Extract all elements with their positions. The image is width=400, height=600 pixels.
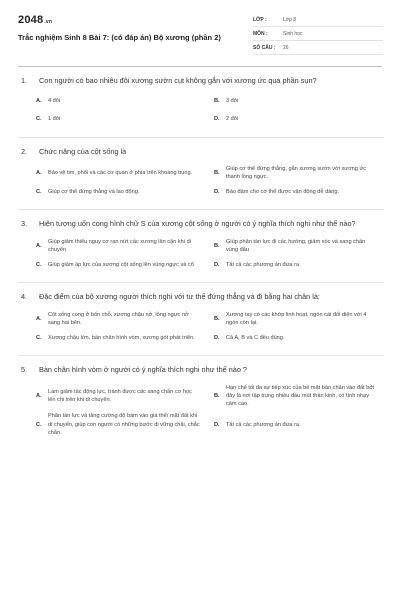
- question-number: 2.: [21, 146, 28, 156]
- answer-option[interactable]: [36, 410, 206, 439]
- question-text: Chức năng của cột sống là: [39, 146, 127, 156]
- options-grid: [36, 236, 384, 274]
- question-text: Con người có bao nhiêu đôi xương sườn cụt không gắn với xương ức qua phần sụn?: [39, 76, 317, 85]
- answer-option[interactable]: [214, 93, 384, 111]
- answer-option[interactable]: [214, 329, 384, 347]
- site-logo[interactable]: [18, 14, 52, 26]
- option-text: Xương chậu lớn, bàn chân hình vòm, xương gót phát triển.: [48, 335, 195, 342]
- option-letter: B.: [214, 392, 220, 399]
- options-grid: [36, 93, 384, 129]
- option-text: Giúp phân tán lực đi các hướng, giảm xóc và sang chấn vùng đầu: [226, 238, 366, 254]
- answer-option[interactable]: [36, 111, 206, 129]
- info-label: MÔN :: [253, 30, 268, 37]
- question-text: Hiện tượng uốn cong hình chữ S của xương cột sống ở người có ý nghĩa thích nghi như thế nào?: [39, 219, 356, 229]
- question-text-row: [18, 147, 384, 158]
- option-text: Phân tán lực và tăng cường độ bám vào giá thể/ mặt đất khi di chuyển, giúp con người có những bước đi vững chãi, chắc chắn.: [48, 413, 200, 436]
- option-text: Tất cả các phương án đưa ra.: [226, 421, 301, 428]
- info-label: SỐ CÂU :: [253, 44, 276, 51]
- option-text: Giúp giảm áp lực của xương cột sống lên vùng ngực và cổ: [48, 262, 194, 269]
- answer-option[interactable]: [36, 382, 206, 411]
- option-letter: C.: [36, 116, 42, 123]
- option-text: 4 đôi: [48, 98, 61, 105]
- option-text: Giúp giảm thiểu nguy cơ rạn nứt các xương lân cận khi di chuyển: [48, 238, 191, 254]
- option-letter: A.: [36, 98, 42, 105]
- option-letter: A.: [36, 243, 42, 249]
- question-text: Bàn chân hình vòm ở người có ý nghĩa thích nghi như thế nào ?: [39, 365, 247, 375]
- option-text: Bảo vệ tim, phổi và các cơ quan ở phía trên khoang bụng.: [48, 170, 193, 177]
- option-text: 1 đôi: [48, 116, 61, 123]
- answer-option[interactable]: [214, 410, 384, 439]
- logo-text: 2048: [18, 14, 44, 26]
- question-2: [18, 137, 384, 210]
- option-text: Giúp cơ thể đứng thẳng và lao động.: [48, 189, 140, 196]
- page-title: Trắc nghiệm Sinh 8 Bài 7: (có đáp án) Bộ xương (phần 2): [18, 33, 221, 42]
- question-text-row: [18, 76, 384, 87]
- info-value: Lớp 8: [283, 16, 297, 23]
- option-letter: B.: [214, 98, 220, 105]
- question-text: Đặc điểm của bộ xương người thích nghi với tư thế đứng thẳng và đi bằng hai chân là:: [39, 292, 320, 302]
- option-text: Xương tay có các khớp linh hoạt, ngón cái đối diện với 4 ngón còn lại.: [226, 311, 367, 327]
- option-text: Tất cả các phương án đưa ra: [226, 262, 300, 269]
- option-text: Làm giảm tác động lực, tránh được các sang chấn cơ học lên chi trên khi di chuyển.: [48, 388, 192, 404]
- option-letter: C.: [36, 189, 42, 196]
- answer-option[interactable]: [214, 163, 384, 183]
- question-3: [18, 209, 384, 282]
- header-divider: [18, 66, 382, 67]
- info-row-class: [253, 13, 383, 27]
- answer-option[interactable]: [214, 111, 384, 129]
- question-4: [18, 282, 384, 355]
- question-number: 5.: [21, 365, 28, 375]
- info-row-count: [253, 41, 383, 55]
- info-value: Sinh học: [283, 30, 303, 37]
- option-text: 3 đôi: [226, 98, 239, 105]
- option-letter: B.: [214, 315, 220, 322]
- option-text: Cột sống cong ở bốn chỗ, xương chậu nở, lồng ngực nở sang hai bên.: [48, 311, 189, 327]
- question-5: [18, 355, 384, 447]
- option-text: Hạn chế tối đa sự tiếp xúc của bề mặt bàn chân vào đất bởi đây là nơi tập trung nhiều đầu mút thần kinh, có tính nhạy cảm cao.: [226, 384, 375, 408]
- option-letter: D.: [214, 116, 220, 123]
- options-grid: [36, 309, 384, 347]
- question-1: [18, 76, 384, 137]
- logo-domain: .vn: [44, 19, 53, 25]
- option-letter: D.: [214, 189, 220, 196]
- answer-option[interactable]: [36, 163, 206, 183]
- option-letter: A.: [36, 170, 42, 177]
- question-text-row: [18, 219, 384, 230]
- answer-option[interactable]: [36, 236, 206, 256]
- question-text-row: [18, 365, 384, 376]
- option-letter: B.: [214, 243, 220, 249]
- answer-option[interactable]: [214, 183, 384, 201]
- option-text: Cả A, B và C đều đúng.: [226, 335, 285, 342]
- option-letter: C.: [36, 262, 42, 269]
- option-text: Bảo đảm cho cơ thể được vận động dễ dàng.: [226, 189, 340, 196]
- info-row-subject: [253, 27, 383, 41]
- answer-option[interactable]: [36, 93, 206, 111]
- option-letter: D.: [214, 262, 220, 269]
- answer-option[interactable]: [214, 256, 384, 274]
- answer-option[interactable]: [36, 329, 206, 347]
- options-grid: [36, 163, 384, 201]
- question-list: [18, 76, 384, 447]
- info-label: LỚP :: [253, 16, 267, 23]
- question-text-row: [18, 292, 384, 303]
- info-table: [253, 13, 383, 55]
- answer-option[interactable]: [214, 382, 384, 411]
- question-number: 4.: [21, 292, 28, 302]
- option-letter: A.: [36, 315, 42, 322]
- option-letter: D.: [214, 421, 220, 428]
- option-letter: D.: [214, 335, 220, 342]
- option-text: 2 đôi: [226, 116, 239, 123]
- option-letter: A.: [36, 392, 42, 399]
- option-letter: C.: [36, 421, 42, 428]
- option-letter: B.: [214, 170, 220, 177]
- answer-option[interactable]: [36, 183, 206, 201]
- answer-option[interactable]: [36, 309, 206, 329]
- info-value: 26: [283, 44, 289, 51]
- answer-option[interactable]: [36, 256, 206, 274]
- answer-option[interactable]: [214, 309, 384, 329]
- answer-option[interactable]: [214, 236, 384, 256]
- option-letter: C.: [36, 335, 42, 342]
- question-number: 1.: [21, 76, 28, 85]
- question-number: 3.: [21, 219, 28, 229]
- options-grid: [36, 382, 384, 439]
- option-text: Giúp cơ thể đứng thẳng, gắn xương sườn với xương ức thành lồng ngực.: [226, 166, 366, 181]
- header: [0, 0, 400, 64]
